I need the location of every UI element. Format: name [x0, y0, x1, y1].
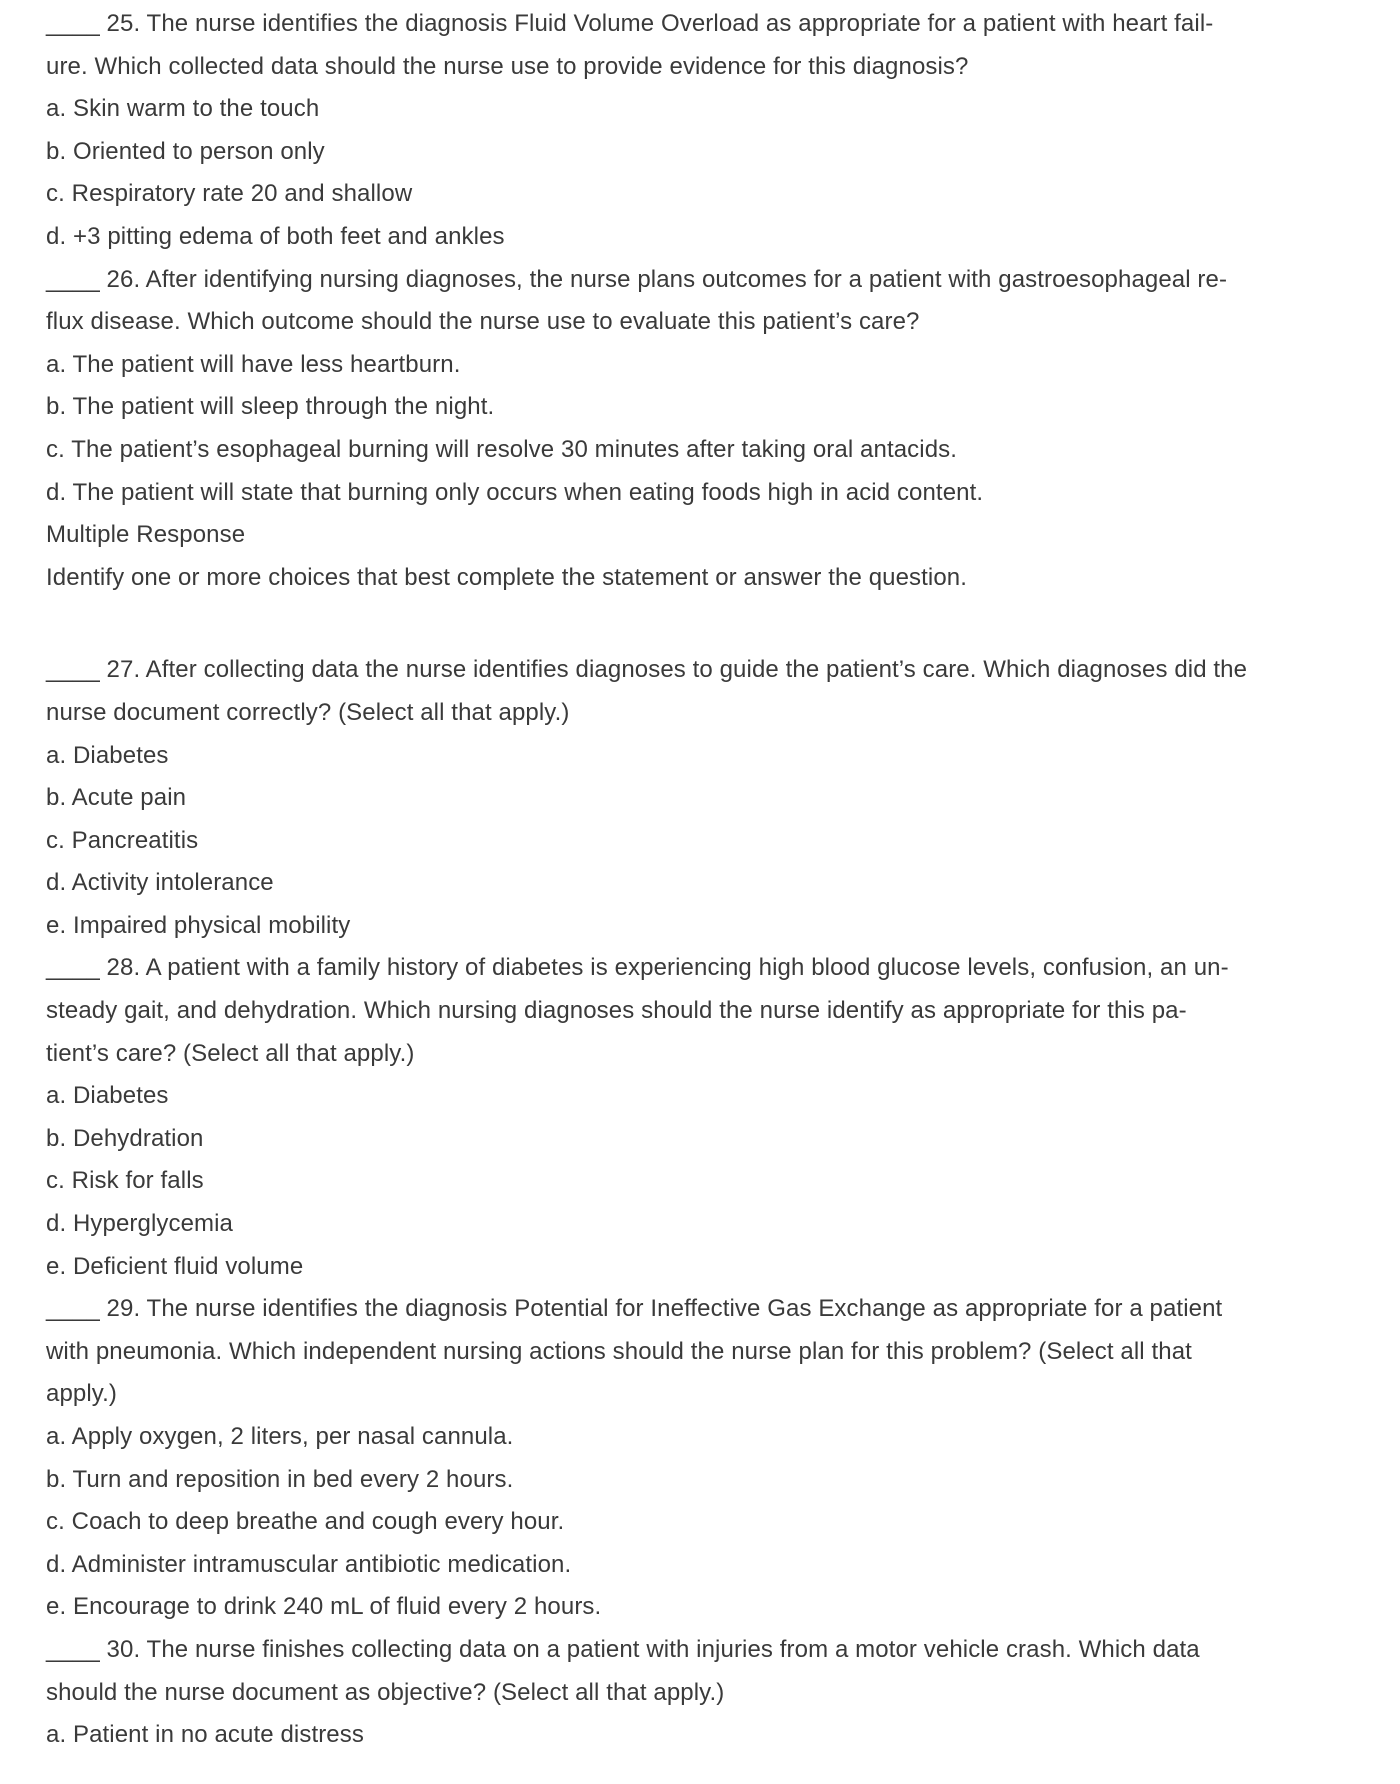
answer-option: [46, 173, 1370, 216]
answer-option: [46, 1416, 1370, 1459]
text-line: ____ 29. The nurse identifies the diagnosis Potential for Ineffective Gas Exchange as appropriate for a patient: [46, 1295, 1223, 1323]
answer-option: [46, 862, 1370, 905]
text-line: d. Hyperglycemia: [46, 1210, 234, 1238]
section-heading: [46, 514, 1370, 557]
text-line: c. Respiratory rate 20 and shallow: [46, 180, 413, 208]
text-line: c. Risk for falls: [46, 1167, 204, 1195]
text-line: should the nurse document as objective? (Select all that apply.): [46, 1678, 725, 1706]
text-line: flux disease. Which outcome should the nurse use to evaluate this patient’s care?: [46, 308, 920, 336]
text-line: Multiple Response: [46, 521, 246, 549]
text-line: c. Pancreatitis: [46, 826, 199, 854]
section-directions: [46, 557, 1370, 600]
question-stem: [46, 1629, 1370, 1714]
text-line: b. Oriented to person only: [46, 137, 325, 165]
answer-option: [46, 820, 1370, 863]
answer-option: [46, 735, 1370, 778]
text-line: a. Skin warm to the touch: [46, 95, 320, 123]
paragraph-spacer: [46, 599, 1370, 649]
text-line: c. Coach to deep breathe and cough every hour.: [46, 1508, 565, 1536]
question-stem: [46, 259, 1370, 344]
text-line: steady gait, and dehydration. Which nursing diagnoses should the nurse identify as appropriate for this pa-: [46, 997, 1187, 1025]
text-line: b. The patient will sleep through the night.: [46, 393, 495, 421]
question-stem: [46, 3, 1370, 88]
text-line: d. +3 pitting edema of both feet and ankles: [46, 222, 505, 250]
text-line: b. Acute pain: [46, 784, 187, 812]
text-line: b. Dehydration: [46, 1124, 204, 1152]
text-line: a. Diabetes: [46, 741, 169, 769]
answer-option: [46, 1544, 1370, 1587]
text-line: ____ 30. The nurse finishes collecting data on a patient with injuries from a motor vehicle crash. Which data: [46, 1635, 1200, 1663]
text-line: nurse document correctly? (Select all that apply.): [46, 698, 570, 726]
text-line: e. Encourage to drink 240 mL of fluid every 2 hours.: [46, 1593, 602, 1621]
answer-option: [46, 1459, 1370, 1502]
answer-option: [46, 429, 1370, 472]
text-line: with pneumonia. Which independent nursing actions should the nurse plan for this problem? (Select all that: [46, 1337, 1192, 1365]
answer-option: [46, 472, 1370, 515]
text-line: ____ 25. The nurse identifies the diagnosis Fluid Volume Overload as appropriate for a patient with heart fail-: [46, 10, 1214, 37]
text-line: Identify one or more choices that best complete the statement or answer the question.: [46, 563, 968, 591]
answer-option: [46, 1501, 1370, 1544]
text-line: ____ 28. A patient with a family history of diabetes is experiencing high blood glucose levels, confusion, an un-: [46, 954, 1229, 982]
text-line: e. Impaired physical mobility: [46, 911, 351, 939]
text-line: ____ 27. After collecting data the nurse identifies diagnoses to guide the patient’s care. Which diagnoses did the: [46, 656, 1248, 684]
text-line: a. Diabetes: [46, 1082, 169, 1110]
text-line: d. Activity intolerance: [46, 869, 274, 897]
text-line: c. The patient’s esophageal burning will resolve 30 minutes after taking oral antacids.: [46, 435, 958, 463]
answer-option: [46, 131, 1370, 174]
answer-option: [46, 1714, 1370, 1757]
answer-option: [46, 1586, 1370, 1629]
text-line: b. Turn and reposition in bed every 2 hours.: [46, 1465, 514, 1493]
answer-option: [46, 777, 1370, 820]
question-stem: [46, 1288, 1370, 1416]
answer-option: [46, 386, 1370, 429]
text-line: e. Deficient fluid volume: [46, 1252, 304, 1280]
answer-option: [46, 905, 1370, 948]
answer-option: [46, 1075, 1370, 1118]
text-line: d. The patient will state that burning only occurs when eating foods high in acid content.: [46, 478, 984, 506]
answer-option: [46, 1118, 1370, 1161]
text-line: ure. Which collected data should the nurse use to provide evidence for this diagnosis?: [46, 52, 969, 80]
text-line: a. The patient will have less heartburn.: [46, 350, 461, 378]
text-line: a. Patient in no acute distress: [46, 1721, 364, 1749]
text-line: a. Apply oxygen, 2 liters, per nasal cannula.: [46, 1423, 514, 1450]
answer-option: [46, 1246, 1370, 1289]
answer-option: [46, 88, 1370, 131]
answer-option: [46, 344, 1370, 387]
text-line: tient’s care? (Select all that apply.): [46, 1039, 415, 1067]
question-stem: [46, 947, 1370, 1075]
answer-option: [46, 1203, 1370, 1246]
text-line: ____ 26. After identifying nursing diagnoses, the nurse plans outcomes for a patient with gastroesophageal re-: [46, 265, 1228, 293]
text-line: d. Administer intramuscular antibiotic medication.: [46, 1550, 572, 1578]
answer-option: [46, 1160, 1370, 1203]
answer-option: [46, 216, 1370, 259]
document-text: [46, 3, 1370, 1757]
text-line: apply.): [46, 1380, 117, 1408]
question-stem: [46, 649, 1370, 734]
